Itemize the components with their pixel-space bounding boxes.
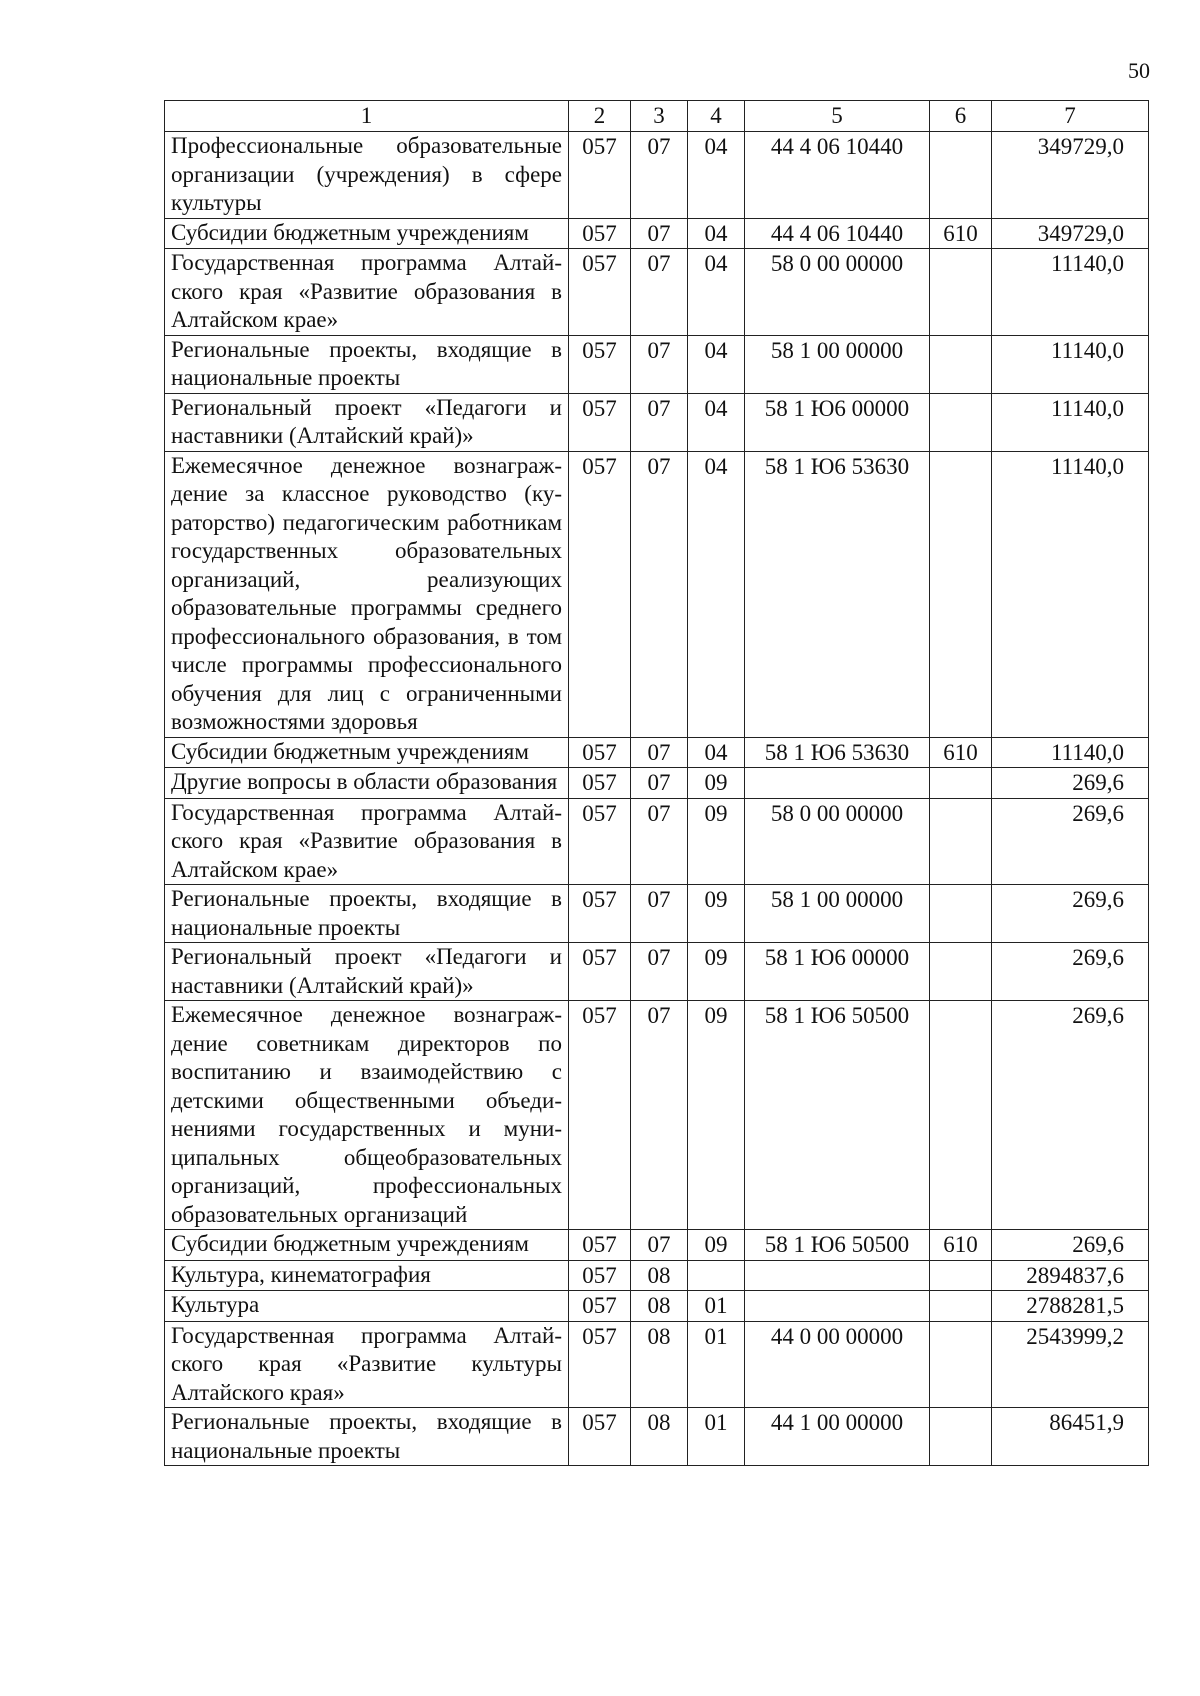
row-expense-type xyxy=(930,768,992,799)
row-description: Субсидии бюджетным учреждениям xyxy=(165,1230,569,1261)
table-row xyxy=(165,1230,1149,1261)
row-section: 07 xyxy=(631,451,688,737)
row-ministry-code: 057 xyxy=(569,885,631,943)
row-target-article: 44 1 00 00000 xyxy=(745,1408,930,1466)
row-subsection: 04 xyxy=(688,451,745,737)
row-subsection: 01 xyxy=(688,1291,745,1322)
row-ministry-code: 057 xyxy=(569,1321,631,1408)
row-section: 08 xyxy=(631,1408,688,1466)
column-header-2: 2 xyxy=(569,101,631,132)
table-row xyxy=(165,798,1149,885)
row-amount: 11140,0 xyxy=(992,393,1149,451)
row-expense-type xyxy=(930,1408,992,1466)
row-section: 08 xyxy=(631,1291,688,1322)
row-expense-type xyxy=(930,1001,992,1230)
row-amount: 269,6 xyxy=(992,1230,1149,1261)
row-expense-type xyxy=(930,943,992,1001)
row-ministry-code: 057 xyxy=(569,218,631,249)
row-expense-type xyxy=(930,798,992,885)
row-target-article: 58 1 00 00000 xyxy=(745,335,930,393)
row-target-article: 58 1 00 00000 xyxy=(745,885,930,943)
row-ministry-code: 057 xyxy=(569,1408,631,1466)
row-ministry-code: 057 xyxy=(569,451,631,737)
row-target-article: 58 0 00 00000 xyxy=(745,798,930,885)
table-row xyxy=(165,218,1149,249)
row-subsection: 09 xyxy=(688,768,745,799)
row-description: Региональный проект «Педагоги и наставники (Алтайский край)» xyxy=(165,393,569,451)
column-header-6: 6 xyxy=(930,101,992,132)
row-ministry-code: 057 xyxy=(569,132,631,219)
row-description: Государственная программа Алтайского края «Развитие культуры Алтайского края» xyxy=(165,1321,569,1408)
row-description: Региональные проекты, входящие в национальные проекты xyxy=(165,1408,569,1466)
row-subsection: 01 xyxy=(688,1408,745,1466)
row-subsection: 04 xyxy=(688,218,745,249)
row-ministry-code: 057 xyxy=(569,737,631,768)
row-ministry-code: 057 xyxy=(569,393,631,451)
row-amount: 11140,0 xyxy=(992,249,1149,336)
row-amount: 2894837,6 xyxy=(992,1260,1149,1291)
table-row xyxy=(165,768,1149,799)
row-expense-type xyxy=(930,393,992,451)
row-amount: 11140,0 xyxy=(992,335,1149,393)
row-description: Культура xyxy=(165,1291,569,1322)
row-amount: 2543999,2 xyxy=(992,1321,1149,1408)
column-header-1: 1 xyxy=(165,101,569,132)
row-amount: 269,6 xyxy=(992,768,1149,799)
table-row xyxy=(165,885,1149,943)
row-target-article: 58 0 00 00000 xyxy=(745,249,930,336)
budget-table xyxy=(164,100,1149,1466)
column-header-4: 4 xyxy=(688,101,745,132)
row-subsection: 04 xyxy=(688,249,745,336)
row-target-article: 58 1 Ю6 50500 xyxy=(745,1230,930,1261)
row-section: 08 xyxy=(631,1260,688,1291)
row-amount: 2788281,5 xyxy=(992,1291,1149,1322)
row-section: 07 xyxy=(631,335,688,393)
table-row xyxy=(165,132,1149,219)
row-subsection: 04 xyxy=(688,737,745,768)
row-ministry-code: 057 xyxy=(569,249,631,336)
row-amount: 11140,0 xyxy=(992,451,1149,737)
row-section: 07 xyxy=(631,132,688,219)
table-row xyxy=(165,451,1149,737)
row-expense-type xyxy=(930,249,992,336)
row-section: 07 xyxy=(631,798,688,885)
table-row xyxy=(165,1408,1149,1466)
table-row xyxy=(165,335,1149,393)
row-subsection: 01 xyxy=(688,1321,745,1408)
row-target-article: 44 4 06 10440 xyxy=(745,132,930,219)
row-ministry-code: 057 xyxy=(569,1001,631,1230)
row-section: 07 xyxy=(631,943,688,1001)
table-header-row xyxy=(165,101,1149,132)
row-description: Другие вопросы в области образования xyxy=(165,768,569,799)
row-amount: 269,6 xyxy=(992,943,1149,1001)
row-subsection: 09 xyxy=(688,1230,745,1261)
table-row xyxy=(165,737,1149,768)
row-subsection: 04 xyxy=(688,335,745,393)
row-target-article: 44 0 00 00000 xyxy=(745,1321,930,1408)
row-target-article: 58 1 Ю6 53630 xyxy=(745,451,930,737)
row-description: Государственная программа Алтайского края «Развитие образования в Алтайском крае» xyxy=(165,249,569,336)
row-section: 07 xyxy=(631,768,688,799)
row-subsection: 09 xyxy=(688,943,745,1001)
row-description: Культура, кинематография xyxy=(165,1260,569,1291)
row-section: 07 xyxy=(631,1230,688,1261)
table-row xyxy=(165,1001,1149,1230)
row-target-article: 58 1 Ю6 50500 xyxy=(745,1001,930,1230)
row-section: 07 xyxy=(631,1001,688,1230)
row-section: 07 xyxy=(631,885,688,943)
row-description: Субсидии бюджетным учреждениям xyxy=(165,737,569,768)
row-amount: 269,6 xyxy=(992,798,1149,885)
row-description: Региональные проекты, входящие в национальные проекты xyxy=(165,885,569,943)
table-row xyxy=(165,393,1149,451)
row-ministry-code: 057 xyxy=(569,768,631,799)
row-section: 07 xyxy=(631,249,688,336)
row-target-article xyxy=(745,768,930,799)
row-expense-type: 610 xyxy=(930,737,992,768)
row-section: 08 xyxy=(631,1321,688,1408)
column-header-7: 7 xyxy=(992,101,1149,132)
row-expense-type: 610 xyxy=(930,1230,992,1261)
row-expense-type xyxy=(930,451,992,737)
row-subsection: 09 xyxy=(688,885,745,943)
row-expense-type xyxy=(930,1291,992,1322)
row-description: Региональный проект «Педагоги и наставники (Алтайский край)» xyxy=(165,943,569,1001)
row-section: 07 xyxy=(631,737,688,768)
row-description: Ежемесячное денежное вознаграждение за классное руководство (кураторство) педагогическим работникам государственных образовательных организаций, реализующих образовательные программы среднего профессионального образования, в том числе программы профессионального обучения для лиц с ограниченными возможностями здоровья xyxy=(165,451,569,737)
row-amount: 269,6 xyxy=(992,885,1149,943)
row-ministry-code: 057 xyxy=(569,1230,631,1261)
row-subsection: 04 xyxy=(688,132,745,219)
row-subsection: 04 xyxy=(688,393,745,451)
row-description: Профессиональные образовательные организации (учреждения) в сфере культуры xyxy=(165,132,569,219)
column-header-5: 5 xyxy=(745,101,930,132)
row-ministry-code: 057 xyxy=(569,1260,631,1291)
row-ministry-code: 057 xyxy=(569,798,631,885)
row-description: Субсидии бюджетным учреждениям xyxy=(165,218,569,249)
row-description: Ежемесячное денежное вознаграждение советникам директоров по воспитанию и взаимодействию с детскими общественными объединениями государственных и муниципальных общеобразовательных организаций, профессиональных образовательных организаций xyxy=(165,1001,569,1230)
row-section: 07 xyxy=(631,393,688,451)
row-description: Региональные проекты, входящие в национальные проекты xyxy=(165,335,569,393)
table-row xyxy=(165,249,1149,336)
table-row xyxy=(165,1321,1149,1408)
row-expense-type xyxy=(930,885,992,943)
row-subsection xyxy=(688,1260,745,1291)
row-subsection: 09 xyxy=(688,1001,745,1230)
row-target-article: 58 1 Ю6 00000 xyxy=(745,943,930,1001)
row-expense-type: 610 xyxy=(930,218,992,249)
page-number: 50 xyxy=(1128,58,1150,83)
row-expense-type xyxy=(930,335,992,393)
row-expense-type xyxy=(930,132,992,219)
row-description: Государственная программа Алтайского края «Развитие образования в Алтайском крае» xyxy=(165,798,569,885)
row-amount: 349729,0 xyxy=(992,218,1149,249)
row-subsection: 09 xyxy=(688,798,745,885)
row-amount: 269,6 xyxy=(992,1001,1149,1230)
row-section: 07 xyxy=(631,218,688,249)
table-row xyxy=(165,1260,1149,1291)
row-target-article: 44 4 06 10440 xyxy=(745,218,930,249)
row-target-article xyxy=(745,1260,930,1291)
row-amount: 11140,0 xyxy=(992,737,1149,768)
row-ministry-code: 057 xyxy=(569,335,631,393)
column-header-3: 3 xyxy=(631,101,688,132)
row-amount: 86451,9 xyxy=(992,1408,1149,1466)
row-amount: 349729,0 xyxy=(992,132,1149,219)
row-target-article: 58 1 Ю6 00000 xyxy=(745,393,930,451)
row-target-article: 58 1 Ю6 53630 xyxy=(745,737,930,768)
row-expense-type xyxy=(930,1260,992,1291)
table-row xyxy=(165,943,1149,1001)
row-ministry-code: 057 xyxy=(569,1291,631,1322)
row-ministry-code: 057 xyxy=(569,943,631,1001)
row-expense-type xyxy=(930,1321,992,1408)
row-target-article xyxy=(745,1291,930,1322)
table-row xyxy=(165,1291,1149,1322)
